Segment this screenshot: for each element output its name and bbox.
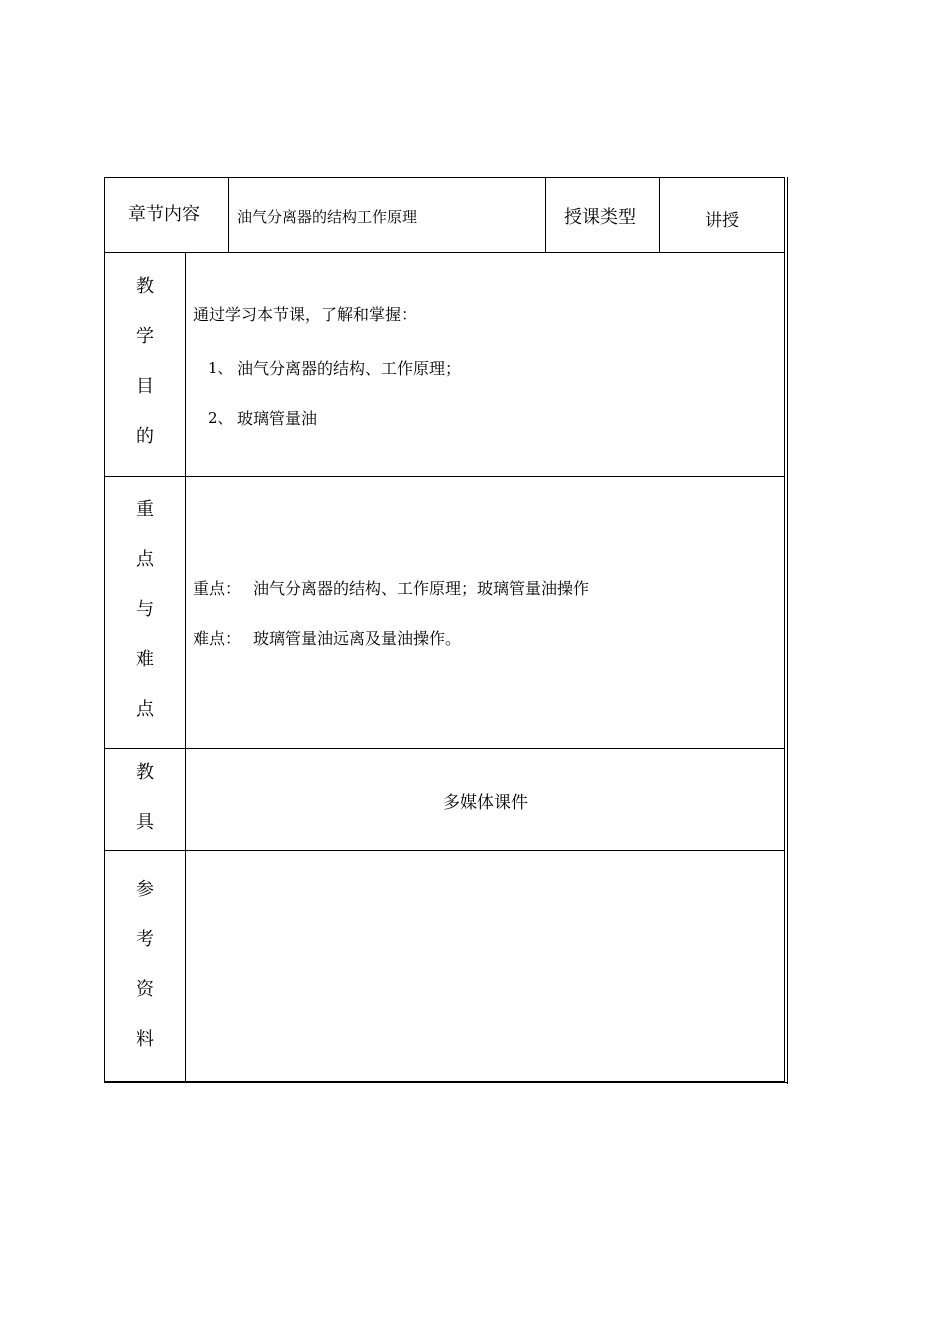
objectives-label-char: 教: [136, 276, 154, 297]
tools-label-char: 具: [136, 812, 154, 833]
keypoints-label-char: 难: [136, 649, 154, 670]
table-bottom-border: [104, 1082, 788, 1083]
key-point-text: 油气分离器的结构、工作原理；玻璃管量油操作: [253, 579, 590, 598]
header-divider: [659, 177, 660, 252]
references-label-char: 料: [136, 1029, 154, 1050]
references-label-char: 考: [136, 929, 154, 950]
header-divider: [545, 177, 546, 252]
keypoints-label-char: 点: [136, 699, 154, 720]
row-divider: [104, 252, 785, 253]
objectives-intro: 通过学习本节课，了解和掌握：: [193, 305, 418, 324]
objective-item-text: 玻璃管量油: [237, 409, 318, 428]
objective-item-text: 油气分离器的结构、工作原理；: [237, 359, 462, 378]
references-label-char: 参: [136, 879, 154, 900]
keypoints-label-char: 与: [136, 599, 154, 620]
lesson-type-value: 讲授: [705, 211, 739, 231]
tools-value: 多媒体课件: [443, 793, 528, 813]
difficult-point-label: 难点：: [193, 629, 242, 648]
objective-item-number: 2、: [208, 409, 233, 427]
table-right-border: [787, 177, 788, 1084]
tools-label-char: 教: [136, 762, 154, 783]
keypoints-label-char: 重: [136, 499, 154, 520]
keypoints-label-char: 点: [136, 549, 154, 570]
key-point-label: 重点：: [193, 579, 242, 598]
row-divider: [104, 476, 785, 477]
objectives-label-char: 的: [136, 426, 154, 447]
chapter-title: 油气分离器的结构工作原理: [237, 208, 418, 226]
references-label-char: 资: [136, 979, 154, 1000]
objective-item-number: 1、: [208, 359, 233, 377]
objectives-label-char: 学: [136, 326, 154, 347]
references-content: [186, 851, 785, 1082]
row-divider: [104, 748, 785, 749]
difficult-point-text: 玻璃管量油远离及量油操作。: [253, 629, 462, 648]
objectives-label-char: 目: [136, 376, 154, 397]
chapter-label: 章节内容: [128, 204, 200, 225]
lesson-type-label: 授课类型: [564, 207, 636, 228]
header-divider: [228, 177, 229, 252]
